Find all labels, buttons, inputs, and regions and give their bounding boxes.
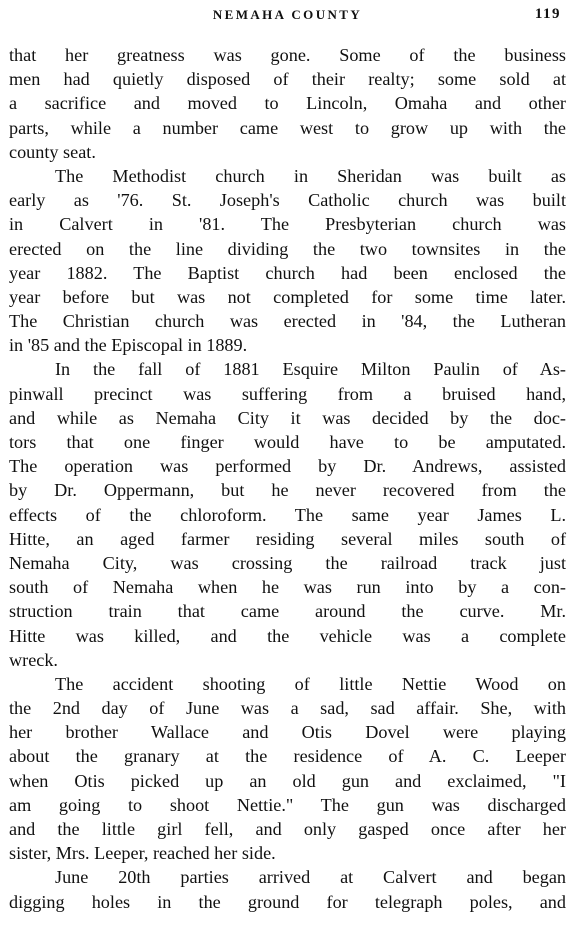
body-text xyxy=(0,43,575,914)
text-line: tors that one finger would have to be amputated. xyxy=(9,432,566,452)
text-line: south of Nemaha when he was run into by a con- xyxy=(9,577,566,598)
text-line: year 1882. The Baptist church had been enclosed the xyxy=(9,262,566,283)
text-line: digging holes in the ground for telegraph poles, and xyxy=(9,891,566,912)
text-line: and while as Nemaha City it was decided by the doc- xyxy=(9,407,566,428)
text-line: early as '76. St. Joseph's Catholic church was built xyxy=(9,190,566,211)
paragraph-first-line: In the fall of 1881 Esquire Milton Paulin of As- xyxy=(55,359,566,380)
text-line: when Otis picked up an old gun and exclaimed, "I xyxy=(9,770,566,791)
running-head xyxy=(0,4,575,24)
text-line: wreck. xyxy=(9,649,58,670)
paragraph-first-line: The accident shooting of little Nettie Wood on xyxy=(55,673,566,694)
text-line: men had quietly disposed of their realty; some sold at xyxy=(9,69,566,90)
text-line: The operation was performed by Dr. Andrews, assisted xyxy=(9,456,566,477)
text-line: The Christian church was erected in '84, the Lutheran xyxy=(9,311,566,332)
running-title: NEMAHA COUNTY xyxy=(212,7,363,22)
text-line: am going to shoot Nettie." The gun was discharged xyxy=(9,794,566,815)
text-line: year before but was not completed for some time later. xyxy=(9,286,566,307)
text-line: Nemaha City, was crossing the railroad track just xyxy=(9,552,566,573)
text-line: pinwall precinct was suffering from a bruised hand, xyxy=(9,383,566,404)
text-line: about the granary at the residence of A. C. Leeper xyxy=(9,746,566,767)
text-line: effects of the chloroform. The same year James L. xyxy=(9,504,566,525)
text-line: erected on the line dividing the two townsites in the xyxy=(9,238,566,259)
text-line: Hitte was killed, and the vehicle was a complete xyxy=(9,625,566,646)
text-line: parts, while a number came west to grow up with the xyxy=(9,117,566,138)
text-line: county seat. xyxy=(9,141,96,162)
text-line: in Calvert in '81. The Presbyterian church was xyxy=(9,214,566,235)
paragraph-first-line: The Methodist church in Sheridan was built as xyxy=(55,165,566,186)
text-line: the 2nd day of June was a sad, sad affair. She, with xyxy=(9,698,566,719)
text-line: Hitte, an aged farmer residing several miles south of xyxy=(9,528,566,549)
text-line: struction train that came around the curve. Mr. xyxy=(9,601,566,622)
text-line: a sacrifice and moved to Lincoln, Omaha and other xyxy=(9,93,566,114)
text-line: that her greatness was gone. Some of the business xyxy=(9,45,566,65)
text-line: her brother Wallace and Otis Dovel were playing xyxy=(9,722,566,743)
page-number: 119 xyxy=(534,6,561,22)
text-line: in '85 and the Episcopal in 1889. xyxy=(9,335,248,356)
text-line: sister, Mrs. Leeper, reached her side. xyxy=(9,843,276,864)
text-line: by Dr. Oppermann, but he never recovered from the xyxy=(9,480,566,501)
text-line: and the little girl fell, and only gasped once after her xyxy=(9,819,566,839)
paragraph-first-line: June 20th parties arrived at Calvert and began xyxy=(55,867,566,888)
